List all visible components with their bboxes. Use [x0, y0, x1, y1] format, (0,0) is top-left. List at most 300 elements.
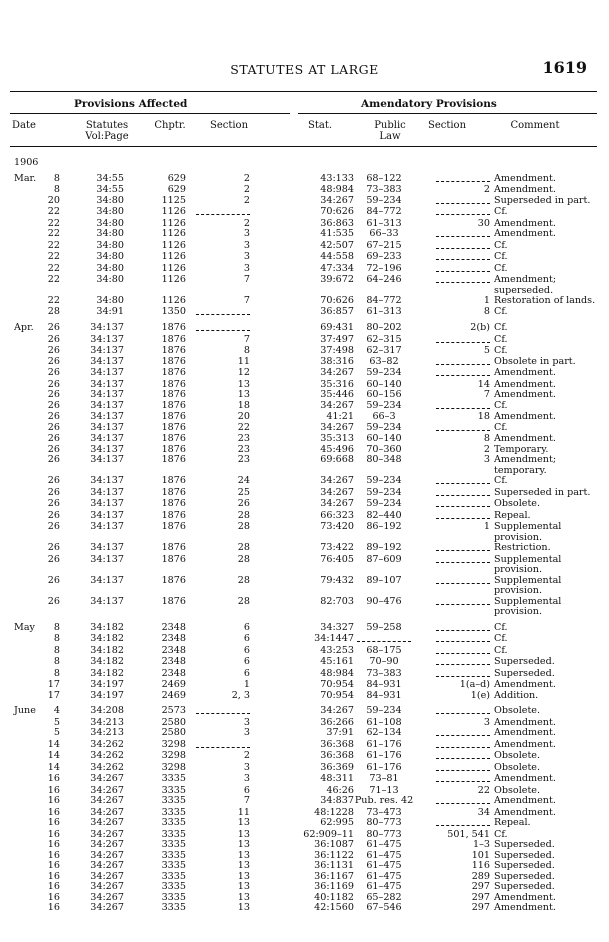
row-day: 22 — [47, 229, 60, 239]
row-statutes-vol-page: 34:267 — [90, 850, 124, 861]
row-public-law: 60–140 — [366, 434, 402, 444]
leader-dashes — [436, 252, 490, 260]
row-public-law: 61–475 — [366, 871, 402, 882]
row-day: 22 — [47, 207, 60, 217]
row-public-law: 68–175 — [366, 645, 402, 656]
row-amend-section: 30 — [477, 218, 490, 229]
row-stat: 36:1122 — [314, 850, 354, 861]
row-stat: 62:909–11 — [303, 829, 354, 840]
row-amend-section — [414, 158, 490, 169]
row-statutes-vol-page: 34:80 — [96, 207, 124, 217]
row-month — [10, 434, 40, 445]
row-section: 6 — [243, 657, 250, 667]
row-section — [186, 158, 250, 169]
table-row — [10, 185, 597, 196]
row-month — [10, 882, 40, 893]
col-date: Date — [12, 120, 36, 131]
row-month — [10, 657, 40, 669]
table-row — [10, 718, 597, 729]
row-day: 22 — [47, 218, 60, 229]
row-comment: Supplemental provision. — [494, 575, 562, 596]
row-chapter: 629 — [167, 172, 186, 184]
section-rule-left — [10, 113, 290, 114]
row-comment: Amendment. — [494, 774, 556, 784]
row-public-law: 59–234 — [366, 368, 402, 378]
row-month — [10, 241, 40, 253]
row-public-law: 60–156 — [366, 390, 402, 400]
row-statutes-vol-page: 34:80 — [96, 195, 124, 206]
row-statutes-vol-page: 34:55 — [96, 172, 124, 184]
row-day: 17 — [47, 690, 60, 701]
table-row — [10, 219, 597, 230]
row-stat: 45:496 — [320, 444, 354, 455]
table-row — [10, 307, 597, 319]
row-section: 2 — [243, 218, 250, 229]
row-comment: Amendment. — [494, 218, 556, 229]
table-row — [10, 597, 597, 618]
table-row — [10, 786, 597, 797]
row-statutes-vol-page: 34:137 — [90, 510, 124, 521]
row-comment: Amendment. — [494, 717, 556, 728]
row-section: 6 — [243, 785, 250, 796]
row-day: 26 — [47, 554, 60, 565]
table-row — [10, 455, 597, 476]
row-day: 16 — [47, 892, 60, 903]
row-comment: Amendment. — [494, 229, 556, 239]
row-comment: Amendment. — [494, 172, 556, 184]
row-section — [186, 740, 250, 752]
leader-dashes — [436, 368, 490, 376]
row-statutes-vol-page: 34:182 — [90, 645, 124, 656]
row-section: 13 — [237, 390, 250, 400]
row-amend-section — [414, 229, 490, 241]
row-section: 13 — [237, 903, 250, 913]
row-section: 28 — [237, 543, 250, 553]
row-statutes-vol-page: 34:137 — [90, 434, 124, 444]
leader-dashes — [436, 740, 490, 748]
row-stat: 79:432 — [320, 575, 354, 586]
row-amend-section — [414, 196, 490, 208]
row-amend-section — [414, 751, 490, 763]
row-stat: 82:703 — [320, 596, 354, 607]
row-month — [10, 357, 40, 369]
table-row — [10, 488, 597, 500]
row-comment: Superseded. — [494, 840, 555, 850]
table-row — [10, 196, 597, 208]
row-statutes-vol-page: 34:137 — [90, 400, 124, 411]
table-row — [10, 840, 597, 851]
table-row — [10, 763, 597, 775]
row-public-law — [354, 158, 414, 169]
row-section: 1 — [243, 680, 250, 690]
row-month — [10, 576, 40, 597]
row-comment: Amendment. — [494, 412, 556, 422]
leader-dashes — [196, 323, 250, 331]
row-comment: Cf. — [494, 306, 508, 317]
row-comment: Cf. — [494, 334, 508, 345]
leader-dashes — [436, 174, 490, 182]
row-public-law: 61–176 — [366, 739, 402, 750]
row-amend-section: 3 — [483, 717, 490, 728]
row-stat: 73:422 — [320, 543, 354, 553]
row-amend-section — [414, 763, 490, 775]
row-day: 26 — [47, 400, 60, 411]
leader-dashes — [436, 818, 490, 826]
leader-dashes — [436, 657, 490, 665]
col-section: Section — [209, 120, 249, 131]
row-section: 3 — [243, 263, 250, 274]
row-chapter: 2348 — [161, 621, 186, 633]
row-day: 17 — [47, 680, 60, 690]
leader-dashes — [436, 706, 490, 714]
row-public-law: 84–772 — [366, 296, 402, 306]
row-comment: Repeal. — [494, 510, 531, 521]
leader-dashes — [436, 357, 490, 365]
row-stat: 34:837 — [320, 796, 354, 806]
row-public-law: 84–931 — [366, 690, 402, 701]
leader-dashes — [196, 706, 250, 714]
row-stat: 62:995 — [320, 818, 354, 828]
table-row — [10, 275, 597, 296]
row-chapter: 1876 — [161, 412, 186, 422]
row-comment: Restriction. — [494, 543, 551, 553]
table-row — [10, 390, 597, 401]
row-comment: Amendment. — [494, 903, 556, 913]
row-statutes-vol-page: 34:137 — [90, 379, 124, 390]
row-public-law: 80–348 — [366, 455, 402, 465]
row-public-law: 61–475 — [366, 861, 402, 871]
row-amend-section — [414, 701, 490, 718]
row-public-law: 70–360 — [366, 444, 402, 455]
table-row — [10, 158, 597, 169]
row-stat: 42:1560 — [314, 903, 354, 913]
table-row — [10, 264, 597, 276]
row-day: 16 — [47, 840, 60, 850]
table-row — [10, 701, 597, 718]
table-row — [10, 634, 597, 646]
row-statutes-vol-page: 34:80 — [96, 296, 124, 306]
row-amend-section — [414, 728, 490, 740]
row-section: 23 — [237, 434, 250, 444]
row-comment: Amendment. — [494, 892, 556, 903]
row-statutes-vol-page: 34:182 — [90, 668, 124, 679]
row-statutes-vol-page: 34:137 — [90, 543, 124, 553]
row-day: 5 — [53, 728, 60, 738]
row-month — [10, 488, 40, 500]
row-statutes-vol-page: 34:80 — [96, 263, 124, 274]
row-comment: Supplemental provision. — [494, 596, 562, 617]
leader-dashes — [436, 543, 490, 551]
row-month — [10, 196, 40, 208]
row-day: 26 — [47, 434, 60, 444]
row-public-law: 90–476 — [366, 596, 402, 607]
row-public-law: 86–192 — [366, 522, 402, 532]
row-amend-section — [414, 335, 490, 347]
leader-dashes — [436, 511, 490, 519]
row-day: 26 — [47, 379, 60, 390]
col-chptr: Chptr. — [154, 120, 186, 131]
table-row — [10, 511, 597, 523]
row-day: 26 — [47, 543, 60, 553]
row-amend-section: 2(b) — [470, 322, 490, 333]
row-amend-section: 14 — [477, 379, 490, 390]
row-statutes-vol-page: 34:262 — [90, 751, 124, 761]
row-month — [10, 851, 40, 862]
row-public-law: 59–234 — [366, 400, 402, 411]
row-statutes-vol-page: 34:137 — [90, 554, 124, 565]
row-month: June — [14, 705, 36, 716]
row-section: 13 — [237, 840, 250, 850]
row-stat: 35:316 — [320, 379, 354, 390]
row-public-law: 71–13 — [369, 785, 399, 796]
row-comment: Cf. — [494, 422, 508, 433]
row-chapter: 1126 — [161, 240, 186, 251]
row-day: 8 — [53, 172, 60, 184]
row-stat: 36:369 — [320, 762, 354, 773]
row-stat: 36:266 — [320, 717, 354, 728]
table-row — [10, 499, 597, 511]
row-month — [10, 774, 40, 786]
table-row — [10, 252, 597, 264]
row-statutes-vol-page: 34:267 — [90, 882, 124, 892]
row-day: 26 — [47, 390, 60, 400]
leader-dashes — [436, 335, 490, 343]
row-public-law: Pub. res. 42 — [354, 796, 414, 806]
leader-dashes — [436, 597, 490, 605]
row-stat: 36:1087 — [314, 840, 354, 850]
row-section: 24 — [237, 476, 250, 486]
row-comment: Amendment. — [494, 390, 556, 400]
row-stat: 66:323 — [320, 510, 354, 521]
row-stat: 44:558 — [320, 252, 354, 262]
row-amend-section — [414, 401, 490, 413]
row-stat: 40:1182 — [314, 892, 354, 903]
row-section: 26 — [237, 499, 250, 509]
row-chapter: 2469 — [161, 680, 186, 690]
row-stat: 37:498 — [320, 346, 354, 356]
row-chapter: 3335 — [161, 903, 186, 913]
table-row — [10, 861, 597, 872]
row-section: 3 — [243, 717, 250, 728]
row-comment: Superseded. — [494, 861, 555, 871]
row-public-law: 61–475 — [366, 840, 402, 850]
row-section: 2 — [243, 751, 250, 761]
row-public-law: 62–134 — [366, 728, 402, 738]
col-public-law: Public Law — [374, 120, 406, 142]
row-month — [10, 718, 40, 729]
row-statutes-vol-page: 34:137 — [90, 368, 124, 378]
row-section: 11 — [237, 807, 250, 818]
row-day: 26 — [47, 476, 60, 486]
row-section: 13 — [237, 871, 250, 882]
row-chapter: 1876 — [161, 334, 186, 345]
row-public-law: 61–108 — [366, 717, 402, 728]
row-statutes-vol-page: 34:137 — [90, 412, 124, 422]
row-month — [10, 390, 40, 401]
row-comment: Amendment. — [494, 434, 556, 444]
row-section: 28 — [237, 575, 250, 586]
row-public-law: 61–313 — [366, 218, 402, 229]
row-stat: 34:267 — [320, 476, 354, 486]
row-public-law: 59–234 — [366, 499, 402, 509]
row-stat: 76:405 — [320, 554, 354, 565]
row-stat: 41:21 — [326, 412, 354, 422]
leader-dashes — [436, 241, 490, 249]
row-month — [10, 368, 40, 380]
row-chapter: 1876 — [161, 346, 186, 356]
row-day: 26 — [47, 444, 60, 455]
row-public-law: 59–234 — [366, 705, 402, 716]
leader-dashes — [436, 728, 490, 736]
row-statutes-vol-page: 34:213 — [90, 717, 124, 728]
row-comment: Supplemental provision. — [494, 522, 562, 543]
row-section: 20 — [237, 412, 250, 422]
row-comment: Cf. — [494, 263, 508, 274]
row-public-law: 59–234 — [366, 487, 402, 498]
row-month — [10, 786, 40, 797]
row-month — [10, 555, 40, 576]
row-stat — [250, 158, 354, 169]
row-stat: 38:316 — [320, 356, 354, 367]
table-row — [10, 335, 597, 347]
row-month: Mar. — [14, 172, 37, 184]
row-section: 2 — [243, 185, 250, 195]
row-statutes-vol-page: 34:267 — [90, 840, 124, 850]
row-month — [10, 840, 40, 851]
row-chapter: 1876 — [161, 322, 186, 333]
provisions-table — [10, 158, 597, 914]
row-stat: 69:431 — [320, 322, 354, 333]
row-stat: 48:984 — [320, 668, 354, 679]
table-row — [10, 434, 597, 445]
row-public-law: 62–315 — [366, 334, 402, 345]
table-row — [10, 669, 597, 681]
row-statutes-vol-page: 34:267 — [90, 807, 124, 818]
row-statutes-vol-page: 34:80 — [96, 240, 124, 251]
row-day: 26 — [47, 596, 60, 607]
row-stat: 48:311 — [320, 774, 354, 784]
row-stat: 35:446 — [320, 390, 354, 400]
row-amend-section: 2 — [483, 444, 490, 455]
row-amend-section: 101 — [471, 850, 490, 861]
row-day: 8 — [53, 668, 60, 679]
row-section: 3 — [243, 229, 250, 239]
table-row — [10, 555, 597, 576]
row-public-law: 82–440 — [366, 510, 402, 521]
table-row — [10, 401, 597, 413]
row-stat: 70:626 — [320, 207, 354, 217]
row-day: 14 — [47, 739, 60, 750]
row-amend-section: 116 — [471, 861, 490, 871]
row-day: 26 — [47, 522, 60, 532]
row-section: 23 — [237, 455, 250, 465]
row-section: 7 — [243, 275, 250, 285]
table-row — [10, 680, 597, 691]
row-amend-section — [414, 657, 490, 669]
row-month — [10, 830, 40, 841]
row-day: 16 — [47, 882, 60, 892]
row-stat: 36:368 — [320, 751, 354, 761]
row-public-law: 80–773 — [366, 818, 402, 828]
row-statutes-vol-page: 34:182 — [90, 657, 124, 667]
row-comment: Amendment. — [494, 379, 556, 390]
row-amend-section — [414, 357, 490, 369]
row-amend-section — [414, 576, 490, 597]
row-amend-section: 297 — [471, 882, 490, 892]
row-month — [10, 476, 40, 488]
row-comment: Cf. — [494, 240, 508, 251]
row-amend-section: 501, 541 — [447, 829, 490, 840]
row-day: 16 — [47, 785, 60, 796]
leader-dashes — [196, 740, 250, 748]
row-chapter: 3335 — [161, 818, 186, 828]
row-chapter: 1876 — [161, 356, 186, 367]
row-comment: Superseded in part. — [494, 195, 591, 206]
row-statutes-vol-page: 34:80 — [96, 275, 124, 285]
row-statutes-vol-page: 34:137 — [90, 487, 124, 498]
row-amend-section — [414, 796, 490, 808]
leader-dashes — [357, 634, 411, 642]
row-chapter: 2348 — [161, 645, 186, 656]
row-stat: 36:857 — [320, 306, 354, 317]
leader-dashes — [436, 196, 490, 204]
row-chapter: 1876 — [161, 543, 186, 553]
row-comment: Supplemental provision. — [494, 554, 562, 575]
row-day: 5 — [53, 717, 60, 728]
row-statutes-vol-page: 34:267 — [90, 796, 124, 806]
row-chapter: 3335 — [161, 807, 186, 818]
row-public-law: 61–176 — [366, 762, 402, 773]
row-comment: Obsolete. — [494, 785, 541, 796]
row-comment: Repeal. — [494, 818, 531, 828]
row-day: 26 — [47, 356, 60, 367]
row-amend-section — [414, 169, 490, 186]
row-amend-section: 7 — [483, 390, 490, 400]
row-chapter: 1876 — [161, 596, 186, 607]
table-row — [10, 882, 597, 893]
row-public-law: 67–215 — [366, 240, 402, 251]
row-stat: 34:267 — [320, 400, 354, 411]
row-statutes-vol-page: 34:267 — [90, 774, 124, 784]
row-day: 14 — [47, 751, 60, 761]
leader-dashes — [436, 751, 490, 759]
row-chapter: 1876 — [161, 455, 186, 465]
row-month — [10, 808, 40, 819]
row-comment: Restoration of lands. — [494, 296, 596, 306]
row-day: 16 — [47, 829, 60, 840]
row-statutes-vol-page: 34:267 — [90, 785, 124, 796]
row-day: 20 — [47, 195, 60, 206]
row-section: 13 — [237, 892, 250, 903]
row-month — [10, 335, 40, 347]
row-comment: Amendment. — [494, 739, 556, 750]
row-public-law: 64–246 — [366, 275, 402, 285]
row-amend-section — [414, 264, 490, 276]
row-amend-section: 34 — [477, 807, 490, 818]
table-row — [10, 543, 597, 555]
row-stat: 41:535 — [320, 229, 354, 239]
row-section: 28 — [237, 510, 250, 521]
row-day: 26 — [47, 422, 60, 433]
row-month — [10, 893, 40, 904]
row-stat: 42:507 — [320, 240, 354, 251]
row-statutes-vol-page: 34:182 — [90, 621, 124, 633]
col-section2: Section — [427, 120, 467, 131]
row-stat: 70:954 — [320, 680, 354, 690]
row-public-law: 59–234 — [366, 476, 402, 486]
row-public-law: 61–475 — [366, 882, 402, 892]
row-public-law: 72–196 — [366, 263, 402, 274]
